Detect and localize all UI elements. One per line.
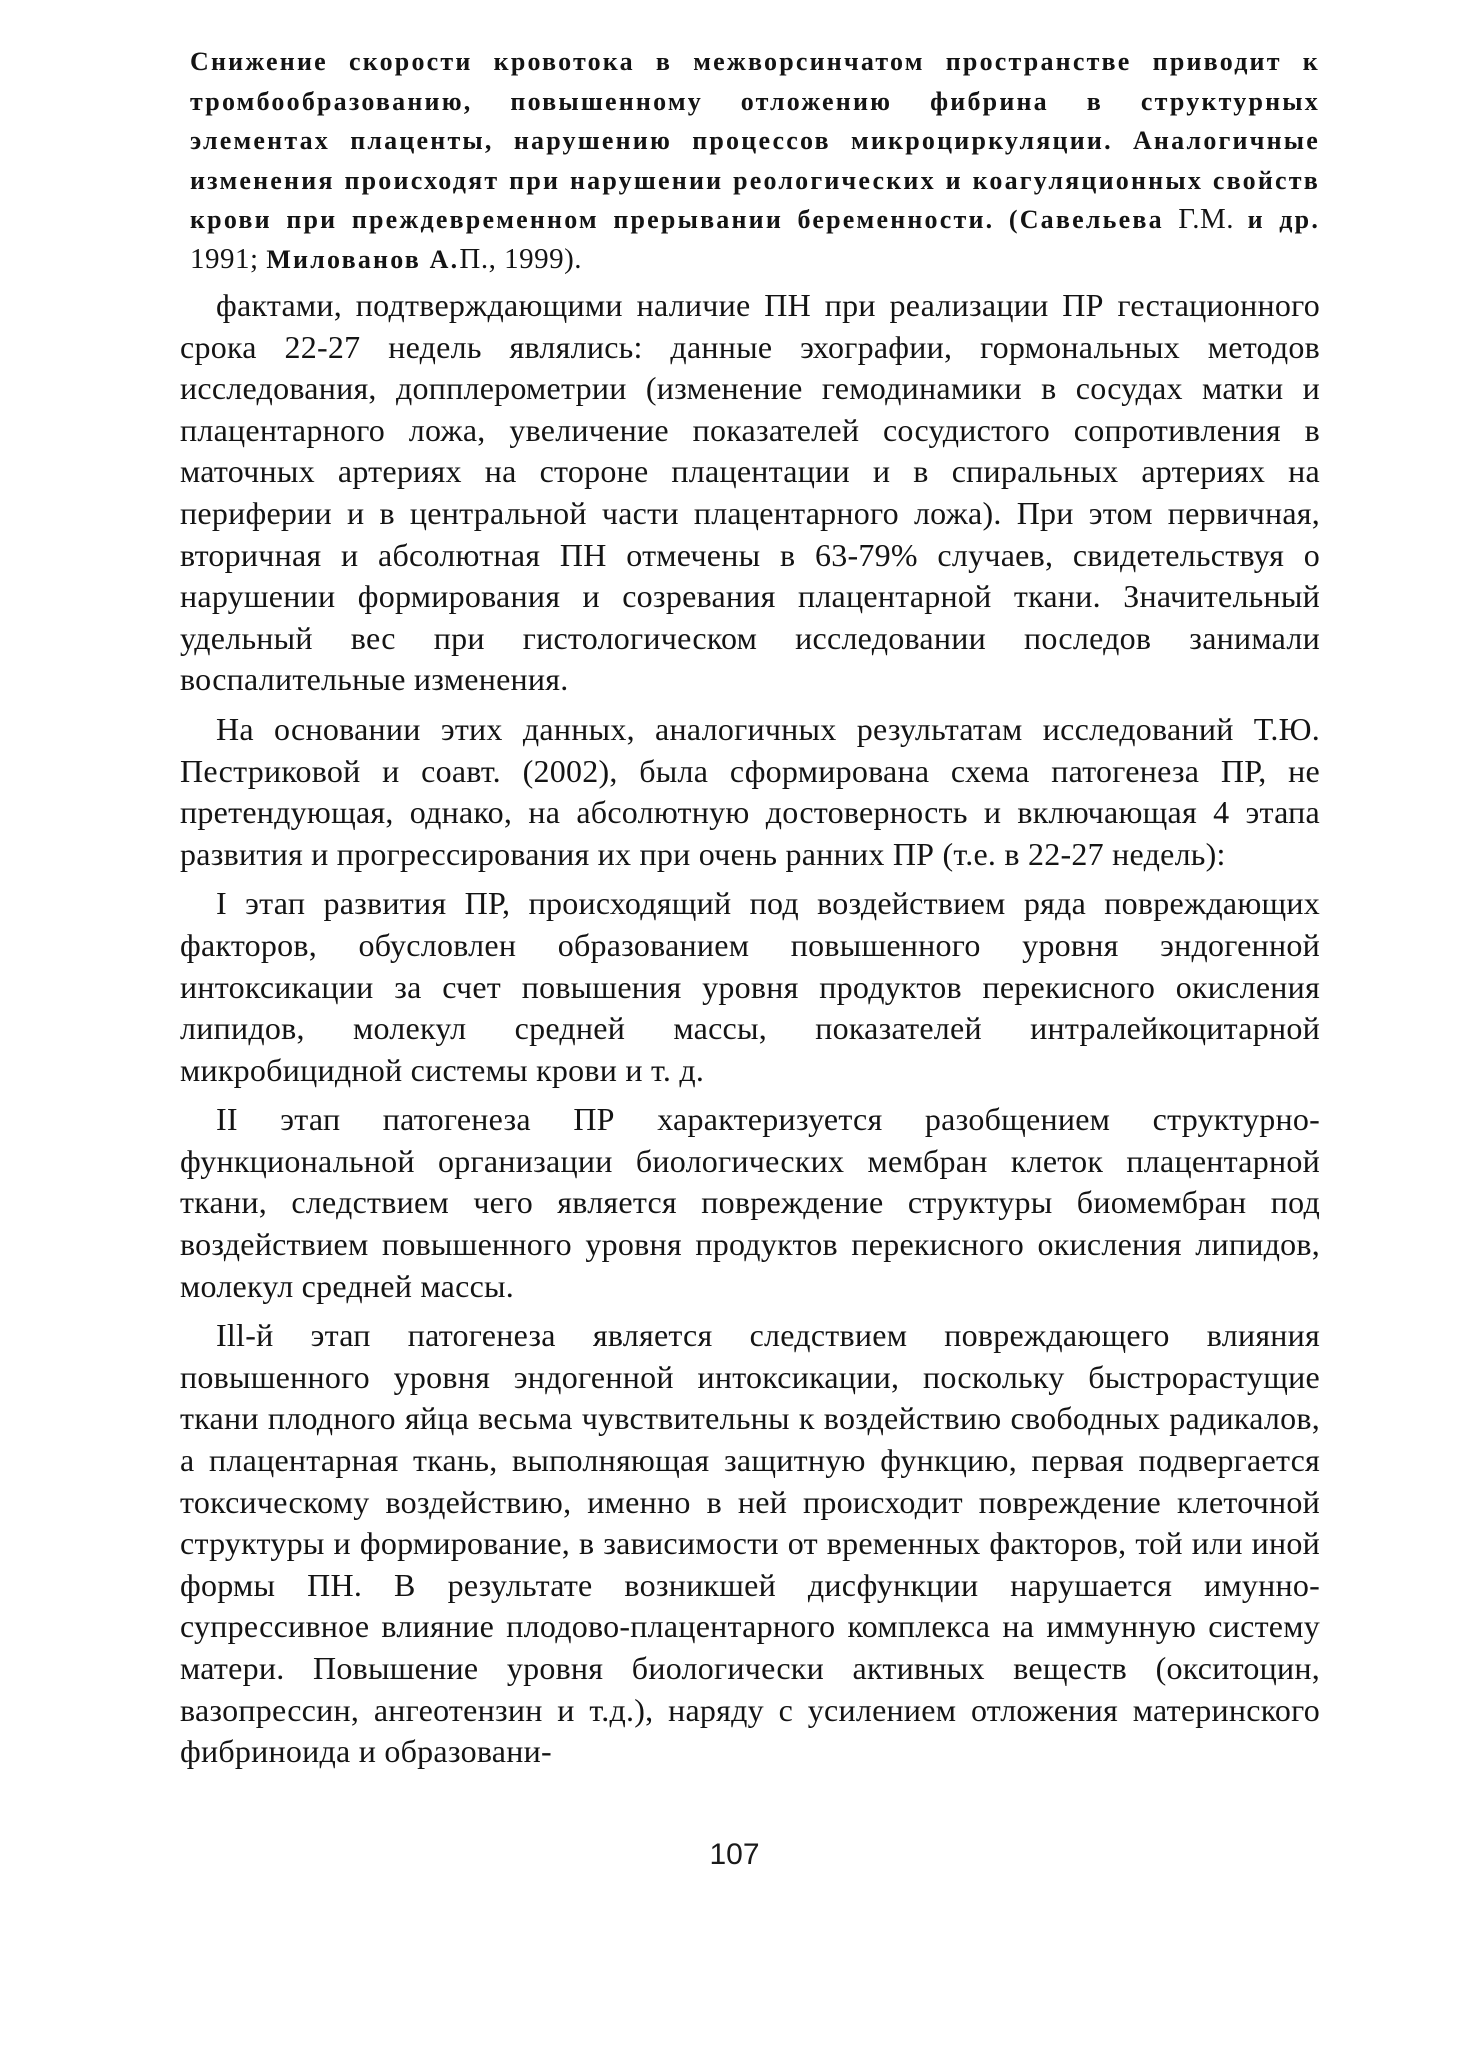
intro-text-bold: Снижение скорости кровотока в межворсинчатом пространстве приводит к тромбообразованию, повышенному отложению фибрина в структурных элементах плаценты, нарушению процессов микроциркуляции. Аналогичные изменения происходят при нарушении реологических и коагуляционных свойств крови при преждевременном прерывании беременности. (Савельева	[190, 47, 1320, 234]
intro-text-plain-3: П., 1999).	[459, 242, 582, 275]
intro-text-plain-1: Г.М.	[1178, 203, 1248, 235]
intro-text-bold-3: Милованов А.	[266, 244, 460, 274]
intro-paragraph	[180, 42, 1320, 279]
intro-text-bold-2: и др.	[1247, 205, 1321, 234]
page-text	[180, 42, 1320, 1781]
paragraph-stage-3: Ill-й этап патогенеза является следствием повреждающего влияния повышенного уровня эндогенной интоксикации, поскольку быстрорастущие ткани плодного яйца весьма чувствительны к воздействию свободных радикалов, а плацентарная ткань, выполняющая защитную функцию, первая подвергается токсическому воздействию, именно в ней происходит повреждение клеточной структуры и формирование, в зависимости от временных факторов, той или иной формы ПН. В результате возникшей дисфункции нарушается имунно-супрессивное влияние плодово-плацентарного комплекса на иммунную систему матери. Повышение уровня биологически активных веществ (окситоцин, вазопрессин, ангеотензин и т.д.), наряду с усилением отложения материнского фибриноида и образовани-	[180, 1317, 1320, 1770]
paragraph-facts: фактами, подтверждающими наличие ПН при реализации ПР гестационного срока 22-27 недель являлись: данные эхографии, гормональных методов исследования, допплерометрии (изменение гемодинамики в сосудах матки и плацентарного ложа, увеличение показателей сосудистого сопротивления в маточных артериях на стороне плацентации и в спиральных артериях на периферии и в центральной части плацентарного ложа). При этом первичная, вторичная и абсолютная ПН отмечены в 63-79% случаев, свидетельствуя о нарушении формирования и созревания плацентарной ткани. Значительный удельный вес при гистологическом исследовании последов занимали воспалительные изменения.	[180, 287, 1320, 698]
paragraph-stage-1: I этап развития ПР, происходящий под воздействием ряда повреждающих факторов, обусловлен образованием повышенного уровня эндогенной интоксикации за счет повышения уровня продуктов перекисного окисления липидов, молекул средней массы, показателей интралейкоцитарной микробицидной системы крови и т. д.	[180, 885, 1320, 1088]
intro-text-plain-2: 1991;	[190, 242, 267, 275]
paragraph-scheme: На основании этих данных, аналогичных результатам исследований Т.Ю. Пестриковой и соавт. (2002), была сформирована схема патогенеза ПР, не претендующая, однако, на абсолютную достоверность и включающая 4 этапа развития и прогрессирования их при очень ранних ПР (т.е. в 22-27 недель):	[180, 710, 1320, 872]
paragraph-stage-2: II этап патогенеза ПР характеризуется разобщением структурно- функциональной организации биологических мембран клеток плацентарной ткани, следствием чего является повреждение структуры биомембран под воздействием повышенного уровня продуктов перекисного окисления липидов, молекул средней массы.	[180, 1101, 1320, 1304]
page-number: 107	[709, 1838, 760, 1871]
